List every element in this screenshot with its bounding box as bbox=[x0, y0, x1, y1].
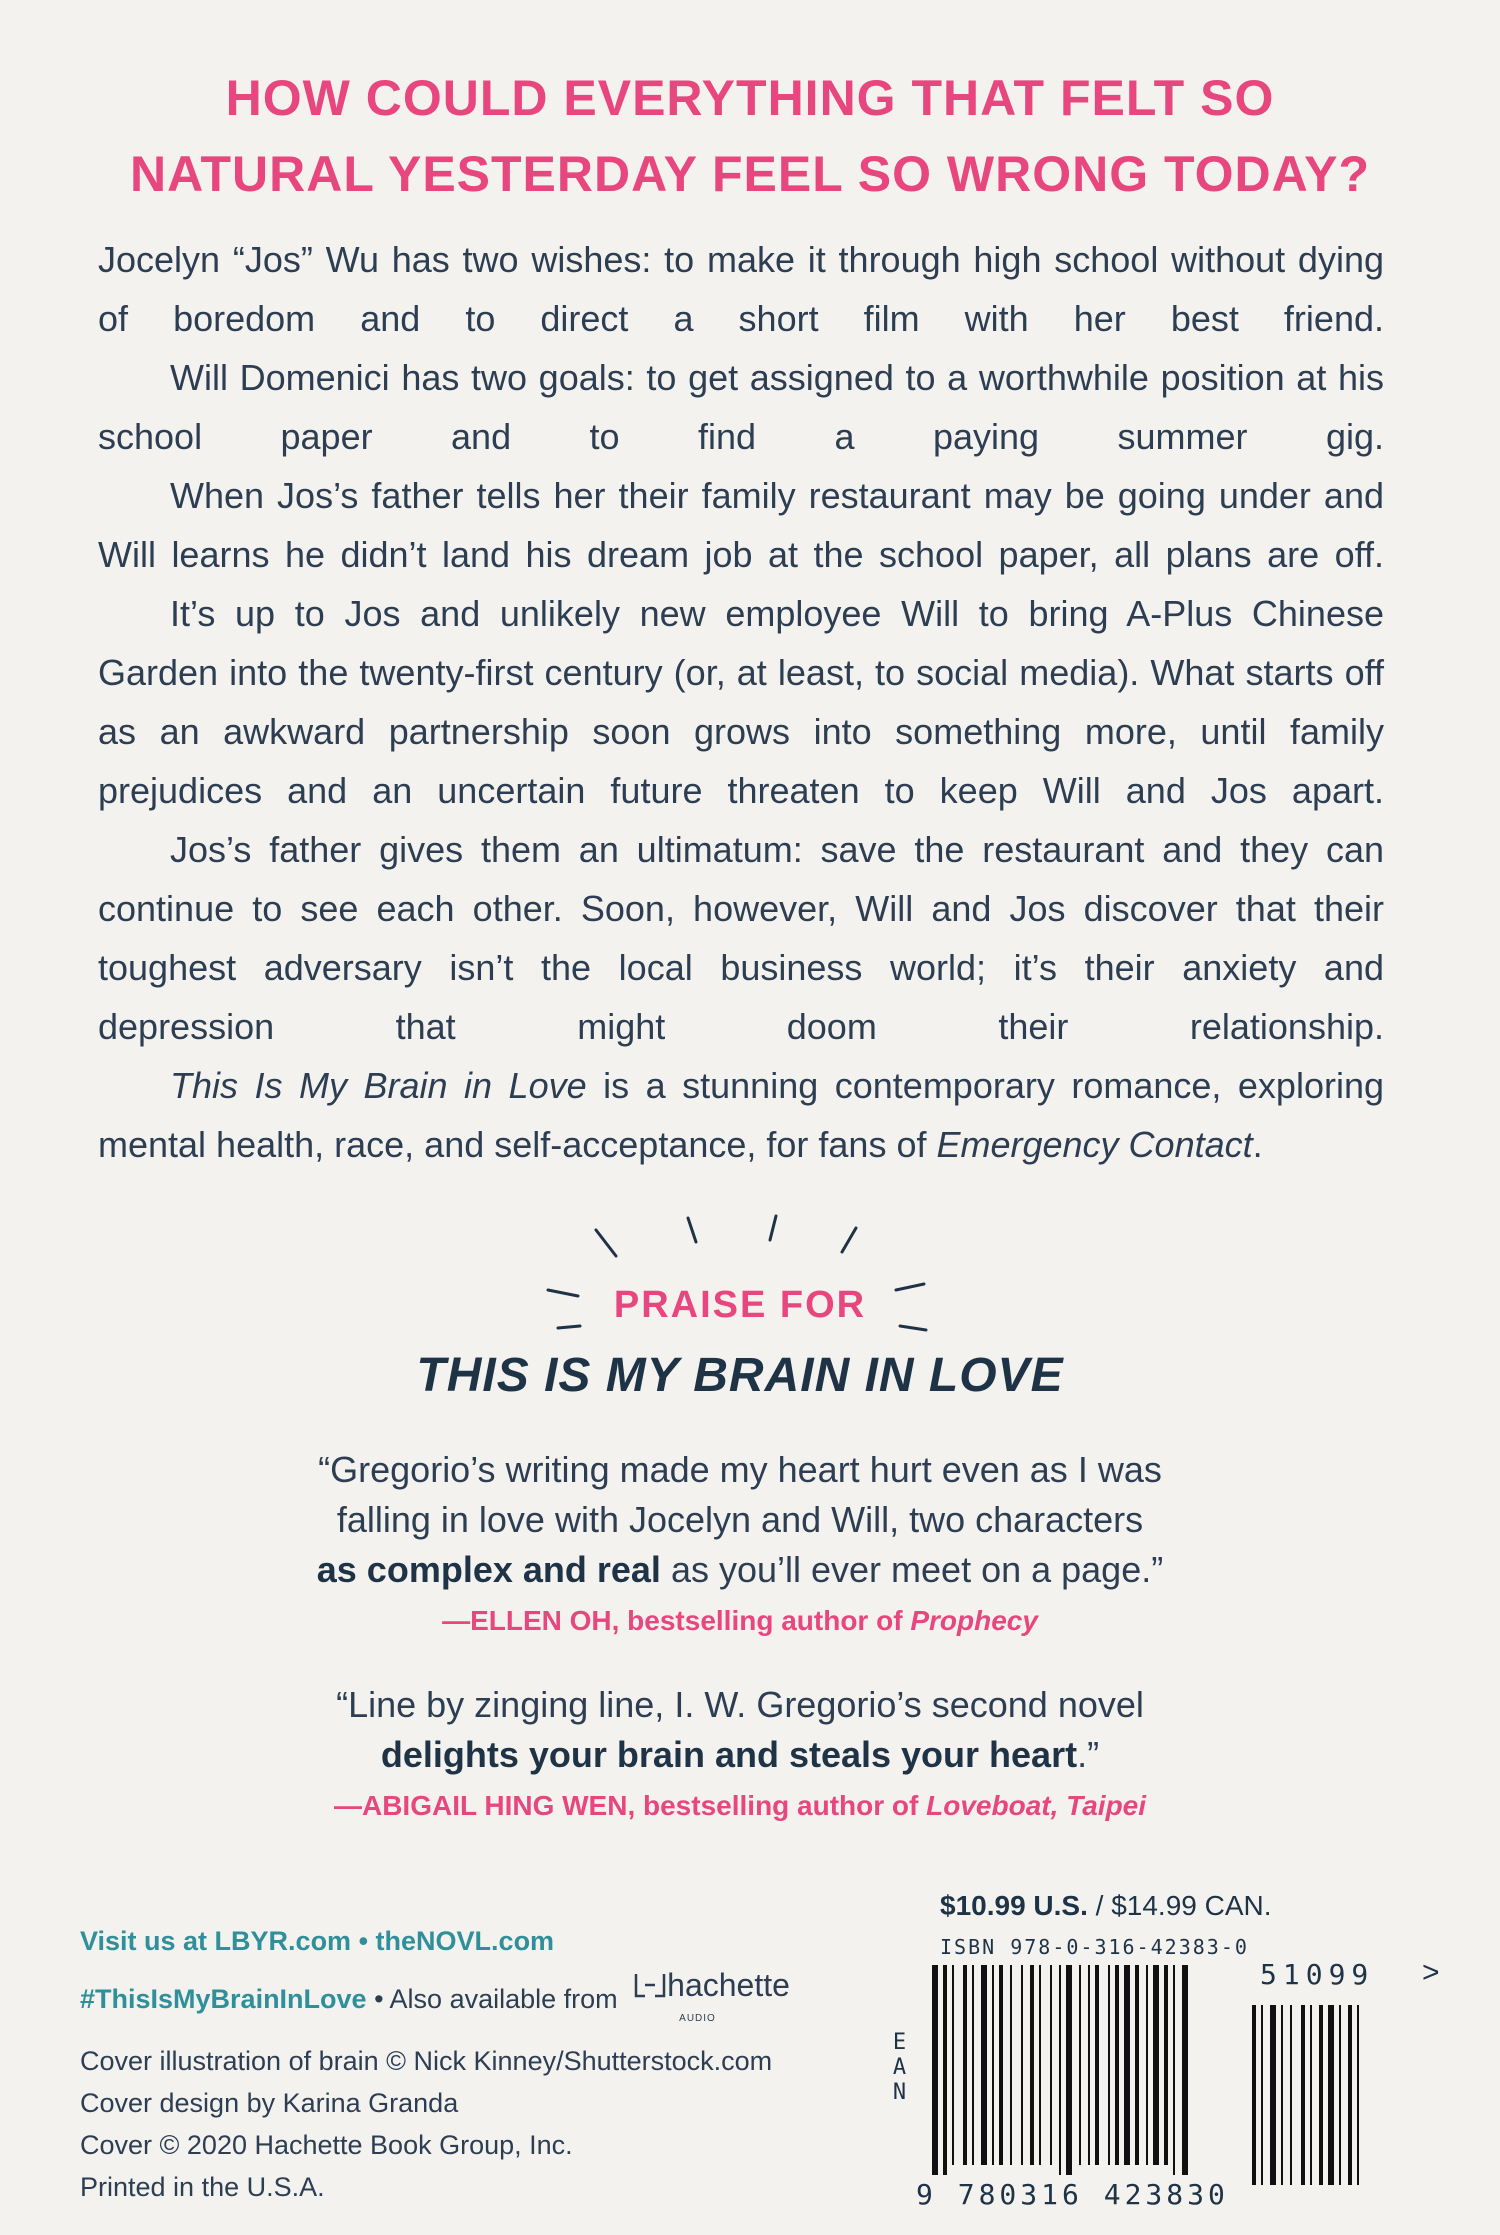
blurb-quote-oh bbox=[260, 1445, 1220, 1641]
barcode-bar bbox=[1146, 1965, 1148, 2165]
addon-bar bbox=[1281, 2005, 1283, 2185]
quote-attribution bbox=[260, 1786, 1220, 1826]
barcode-bar bbox=[952, 1965, 954, 2165]
synopsis-paragraph: Jos’s father gives them an ultimatum: save the restaurant and they can continue to see each other. Soon, however, Will and Jos discover that their toughest adversary isn’t the local business world; it’s their anxiety and depression that might doom their relationship. bbox=[98, 829, 1384, 1047]
synopsis bbox=[98, 230, 1384, 1174]
barcode-bar bbox=[1021, 1965, 1023, 2165]
headline-line-1: HOW COULD EVERYTHING THAT FELT SO bbox=[225, 70, 1275, 126]
barcode-bar bbox=[932, 1965, 938, 2175]
addon-bar bbox=[1301, 2005, 1305, 2185]
quote-line: “Line by zinging line, I. W. Gregorio’s second novel bbox=[336, 1684, 1144, 1725]
addon-bar bbox=[1310, 2005, 1312, 2185]
attribution-work: Prophecy bbox=[910, 1605, 1038, 1636]
synopsis-paragraph: When Jos’s father tells her their family restaurant may be going under and Will learns he didn’t land his dream job at the school paper, all plans are off. bbox=[98, 475, 1384, 575]
bullet-separator: • bbox=[351, 1926, 376, 1956]
barcode-bar bbox=[1182, 1965, 1188, 2175]
barcode-bar bbox=[1010, 1965, 1012, 2165]
novl-link[interactable]: theNOVL.com bbox=[375, 1926, 555, 1956]
design-credit: Cover design by Karina Granda bbox=[80, 2087, 459, 2118]
quote-highlight: as complex and real bbox=[316, 1549, 661, 1590]
hachette-wordmark: hachette bbox=[667, 1966, 790, 2003]
comparison-title: Emergency Contact bbox=[936, 1124, 1253, 1165]
praise-label: PRAISE FOR bbox=[613, 1284, 867, 1326]
burst-rays-icon bbox=[540, 1200, 940, 1350]
credits bbox=[80, 1920, 880, 2208]
addon-bar bbox=[1357, 2005, 1359, 2185]
price-separator: / bbox=[1087, 1890, 1112, 1921]
quote-attribution bbox=[260, 1601, 1220, 1641]
barcode bbox=[932, 1965, 1402, 2195]
barcode-bar bbox=[1124, 1965, 1130, 2165]
quote-line bbox=[260, 1730, 1220, 1780]
price bbox=[940, 1890, 1272, 1922]
barcode-bar bbox=[1164, 1965, 1168, 2165]
addon-bar bbox=[1348, 2005, 1352, 2185]
attribution-work: Loveboat, Taipei bbox=[926, 1790, 1147, 1821]
ean-text: EAN bbox=[887, 2030, 912, 2105]
quote-line bbox=[260, 1545, 1220, 1595]
attribution-text: —ABIGAIL HING WEN, bestselling author of bbox=[333, 1790, 927, 1821]
lbyr-link[interactable]: Visit us at LBYR.com bbox=[80, 1926, 352, 1956]
barcode-bar bbox=[972, 1965, 974, 2165]
headline bbox=[0, 60, 1500, 212]
barcode-bar bbox=[1115, 1965, 1119, 2165]
addon-bar bbox=[1252, 2005, 1256, 2185]
hachette-logo-icon bbox=[633, 1970, 667, 2000]
barcode-bar bbox=[1173, 1965, 1175, 2175]
price-us: $10.99 U.S. bbox=[940, 1890, 1088, 1921]
quote-line-end: .” bbox=[1077, 1734, 1100, 1775]
addon-digits: 51099 bbox=[1260, 1958, 1375, 1991]
synopsis-paragraph: It’s up to Jos and unlikely new employee Will to bring A-Plus Chinese Garden into the twenty-first century (or, at least, to social media). What starts off as an awkward partnership soon grows into something more, until family prejudices and an uncertain future threaten to keep Will and Jos apart. bbox=[98, 593, 1384, 811]
barcode-bar bbox=[1088, 1965, 1090, 2165]
addon-bar bbox=[1339, 2005, 1341, 2185]
barcode-bar bbox=[1135, 1965, 1139, 2165]
isbn: ISBN 978-0-316-42383-0 bbox=[940, 1935, 1249, 1959]
headline-line-2: NATURAL YESTERDAY FEEL SO WRONG TODAY? bbox=[129, 146, 1371, 202]
addon-bar bbox=[1319, 2005, 1323, 2185]
barcode-bar bbox=[999, 1965, 1003, 2165]
book-title-italic: This Is My Brain in Love bbox=[170, 1065, 587, 1106]
addon-bar bbox=[1261, 2005, 1263, 2185]
synopsis-period: . bbox=[1252, 1124, 1263, 1165]
also-available-text: • Also available from bbox=[366, 1984, 626, 2015]
hachette-audio-logo bbox=[633, 1962, 790, 2040]
website-line bbox=[80, 1920, 880, 1962]
barcode-bar bbox=[963, 1965, 967, 2165]
hachette-audio-label: AUDIO bbox=[679, 2012, 716, 2024]
barcode-digits: 9 780316 423830 bbox=[916, 2178, 1229, 2211]
copyright-notice: Cover © 2020 Hachette Book Group, Inc. bbox=[80, 2129, 573, 2160]
barcode-bar bbox=[1059, 1965, 1061, 2175]
barcode-bar bbox=[1108, 1965, 1110, 2165]
barcode-bar bbox=[981, 1965, 987, 2165]
hashtag-line bbox=[80, 1962, 880, 2040]
addon-bar bbox=[1290, 2005, 1292, 2185]
barcode-bar bbox=[1030, 1965, 1034, 2165]
barcode-bar bbox=[1079, 1965, 1081, 2165]
attribution-text: —ELLEN OH, bestselling author of bbox=[442, 1605, 911, 1636]
barcode-bar bbox=[943, 1965, 947, 2175]
barcode-bar bbox=[992, 1965, 994, 2165]
blurb-quote-wen bbox=[260, 1680, 1220, 1826]
printed-location: Printed in the U.S.A. bbox=[80, 2171, 325, 2202]
barcode-bar bbox=[1039, 1965, 1041, 2165]
quote-highlight: delights your brain and steals your heart bbox=[380, 1734, 1078, 1775]
synopsis-paragraph-final bbox=[98, 1056, 1384, 1174]
price-can: $14.99 CAN. bbox=[1111, 1890, 1272, 1921]
synopsis-paragraph: Jocelyn “Jos” Wu has two wishes: to make it through high school without dying of boredom and to direct a short film with her best friend. bbox=[98, 239, 1384, 339]
praise-book-title: THIS IS MY BRAIN IN LOVE bbox=[416, 1349, 1064, 1402]
barcode-bar bbox=[1153, 1965, 1159, 2165]
quote-line-end: as you’ll ever meet on a page.” bbox=[660, 1549, 1164, 1590]
addon-bar bbox=[1270, 2005, 1276, 2185]
synopsis-paragraph: Will Domenici has two goals: to get assigned to a worthwhile position at his school paper and to find a paying summer gig. bbox=[98, 357, 1384, 457]
barcode-bar bbox=[1066, 1965, 1072, 2175]
barcode-bar bbox=[1050, 1965, 1052, 2165]
synopsis-text: is a stunning contemporary romance, exploring mental health, race, and self-acceptance, for fans of bbox=[98, 1065, 1384, 1165]
addon-arrow: > bbox=[1422, 1956, 1440, 1989]
addon-bar bbox=[1328, 2005, 1334, 2185]
illustration-credit: Cover illustration of brain © Nick Kinney/Shutterstock.com bbox=[80, 2045, 773, 2076]
ean-label bbox=[885, 2030, 912, 2105]
quote-line: “Gregorio’s writing made my heart hurt even as I was bbox=[318, 1449, 1162, 1490]
quote-line: falling in love with Jocelyn and Will, two characters bbox=[336, 1499, 1144, 1540]
barcode-bar bbox=[1095, 1965, 1099, 2165]
hashtag[interactable]: #ThisIsMyBrainInLove bbox=[80, 1984, 367, 2015]
